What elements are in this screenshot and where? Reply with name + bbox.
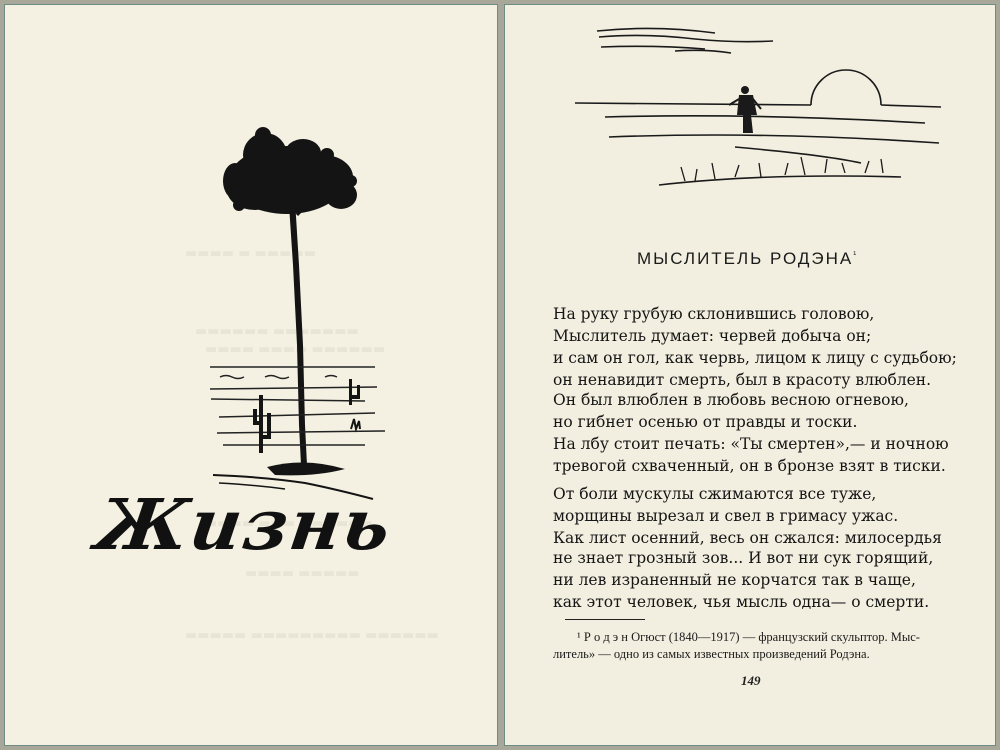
poem-line: но гибнет осенью от правды и тоски.	[553, 413, 858, 431]
poem-line: Мыслитель думает: червей добыча он;	[553, 327, 872, 345]
poem-line: не знает грозный зов... И вот ни сук горящий,	[553, 549, 934, 567]
landscape-illustration	[505, 5, 996, 205]
stanza-2	[553, 389, 983, 477]
poem-title	[637, 249, 858, 269]
footnote-line: ¹ Р о д э н Огюст (1840—1917) — французский скульптор. Мыс-	[577, 630, 920, 644]
stanza-1	[553, 303, 983, 391]
poem-line: и сам он гол, как червь, лицом к лицу с судьбою;	[553, 349, 957, 367]
section-title: Жизнь	[91, 483, 398, 566]
stanza-4	[553, 547, 983, 613]
poem-line: он ненавидит смерть, был в красоту влюблен.	[553, 371, 932, 389]
poem-line: Он был влюблен в любовь весною огневою,	[553, 391, 909, 409]
poem-line: На лбу стоит печать: «Ты смертен»,— и ночною	[553, 435, 949, 453]
footnote-marker[interactable]: ¹	[853, 249, 859, 260]
poem-line: морщины вырезал и свел в гримасу ужас.	[553, 507, 899, 525]
poem-line: тревогой схваченный, он в бронзе взят в тиски.	[553, 457, 946, 475]
footnote	[553, 629, 973, 663]
stanza-3	[553, 483, 983, 549]
poem-line: От боли мускулы сжимаются все туже,	[553, 485, 877, 503]
poem-title-text: МЫСЛИТЕЛЬ РОДЭНА	[637, 249, 854, 268]
poem-line: как этот человек, чья мысль одна— о смерти.	[553, 593, 930, 611]
page-number: 149	[741, 673, 761, 688]
poem-line: На руку грубую склонившись головою,	[553, 305, 875, 323]
footnote-line: литель» — одно из самых известных произведений Родэна.	[553, 647, 870, 661]
poem-line: Как лист осенний, весь он сжался: милосердья	[553, 529, 942, 547]
tree-illustration	[5, 5, 498, 746]
right-page	[504, 4, 996, 746]
footnote-divider	[565, 619, 645, 620]
left-page	[4, 4, 498, 746]
poem-line: ни лев израненный не корчатся так в чаще,	[553, 571, 916, 589]
